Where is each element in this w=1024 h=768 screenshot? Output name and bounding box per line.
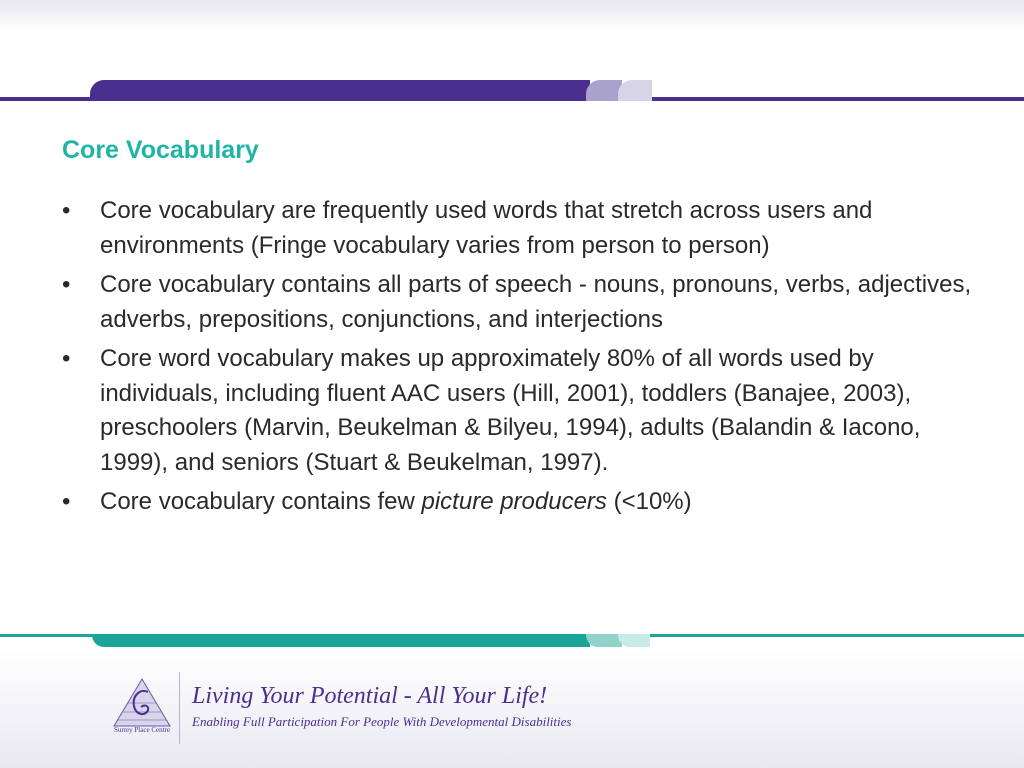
footer-subtagline: Enabling Full Participation For People With Developmental Disabilities [192,714,572,729]
bullet-glyph: • [62,197,71,224]
bottom-footer-tab [92,634,590,647]
bullet-item [62,485,982,520]
bullet-text: Core word vocabulary makes up approximately 80% of all words used by individuals, including fluent AAC users (Hill, 2001), toddlers (Banajee, 2003), preschoolers (Marvin, Beukelman & Bilyeu, 1994), adults (Balandin & Iacono, 1999), and seniors (Stuart & Beukelman, 1997). [100,345,921,476]
slide-title: Core Vocabulary [62,136,259,164]
logo-caption: Surrey Place Centre [114,726,170,734]
bullet-list [62,194,982,525]
top-header-tab [90,80,590,101]
bullet-text: Core vocabulary are frequently used words that stretch across users and environments (Fringe vocabulary varies from person to person) [100,197,873,259]
bullet-text: Core vocabulary contains all parts of speech - nouns, pronouns, verbs, adjectives, adverbs, prepositions, conjunctions, and interjections [100,271,972,333]
bullet-glyph: • [62,345,71,372]
bottom-footer-tab-accent-1 [586,634,622,647]
bullet-text-before: Core vocabulary contains few [100,488,422,515]
bullet-text-after: (<10%) [606,488,692,515]
bullet-item [62,342,982,480]
bullet-item [62,268,982,337]
footer-tagline: Living Your Potential - All Your Life! [192,683,548,709]
bullet-glyph: • [62,488,71,515]
bullet-glyph: • [62,271,71,298]
bullet-item [62,194,982,263]
top-background-gradient [0,0,1024,30]
footer-divider [179,672,180,744]
top-header-tab-accent-1 [586,80,622,101]
bottom-footer-tab-accent-2 [618,634,650,647]
bullet-text-italic: picture producers [421,488,607,515]
top-header-tab-accent-2 [618,80,652,101]
